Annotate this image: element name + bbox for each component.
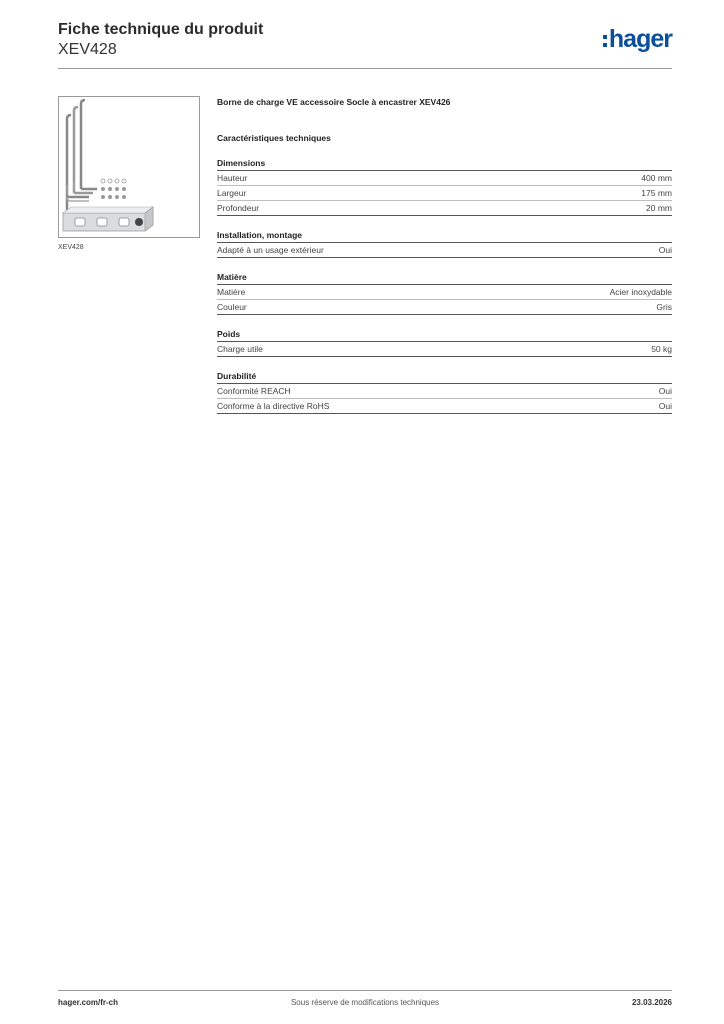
spec-row (217, 171, 672, 186)
section-title: Caractéristiques techniques (217, 133, 331, 143)
group-title: Dimensions (217, 157, 672, 171)
spec-row (217, 384, 672, 399)
spec-value: Acier inoxydable (609, 287, 672, 297)
spec-group-installation (217, 229, 672, 258)
product-image (58, 96, 200, 238)
page-header (58, 20, 672, 68)
group-title: Installation, montage (217, 229, 672, 243)
spec-content (217, 96, 672, 414)
footer-date: 23.03.2026 (631, 998, 672, 1007)
hager-logo (603, 26, 672, 52)
spec-label: Conforme à la directive RoHS (217, 401, 330, 411)
product-name: Borne de charge VE accessoire Socle à encastrer XEV426 (217, 97, 451, 107)
spec-label: Matière (217, 287, 246, 297)
spec-group-durability (217, 370, 672, 414)
spec-label: Charge utile (217, 344, 263, 354)
spec-row (217, 300, 672, 315)
spec-value: 50 kg (651, 344, 672, 354)
page-title: Fiche technique du produit (58, 21, 264, 38)
spec-value: Oui (658, 386, 672, 396)
footer-divider (58, 990, 672, 991)
spec-value: Oui (658, 401, 672, 411)
spec-value: 400 mm (641, 173, 672, 183)
spec-row (217, 243, 672, 258)
spec-group-weight (217, 328, 672, 357)
spec-row (217, 201, 672, 216)
spec-value: 175 mm (641, 188, 672, 198)
spec-label: Adapté à un usage extérieur (217, 245, 324, 255)
spec-label: Largeur (217, 188, 247, 198)
logo-text: hager (608, 25, 672, 53)
spec-value: 20 mm (646, 203, 672, 213)
header-divider (58, 68, 672, 69)
spec-label: Couleur (217, 302, 247, 312)
spec-label: Hauteur (217, 173, 248, 183)
image-caption: XEV428 (58, 244, 84, 251)
footer-disclaimer: Sous réserve de modifications techniques (290, 998, 440, 1007)
product-drawing-icon (59, 97, 199, 237)
spec-label: Profondeur (217, 203, 260, 213)
spec-row (217, 399, 672, 414)
spec-row (217, 285, 672, 300)
spec-group-dimensions (217, 157, 672, 216)
spec-row (217, 186, 672, 201)
spec-label: Conformité REACH (217, 386, 291, 396)
group-title: Poids (217, 328, 672, 342)
footer-website-link[interactable]: hager.com/fr-ch (58, 998, 119, 1007)
spec-row (217, 342, 672, 357)
group-title: Durabilité (217, 370, 672, 384)
page-subtitle: XEV428 (58, 41, 117, 58)
spec-value: Oui (658, 245, 672, 255)
logo-colon-icon (603, 35, 607, 47)
spec-value: Gris (656, 302, 672, 312)
spec-group-material (217, 271, 672, 315)
group-title: Matière (217, 271, 672, 285)
